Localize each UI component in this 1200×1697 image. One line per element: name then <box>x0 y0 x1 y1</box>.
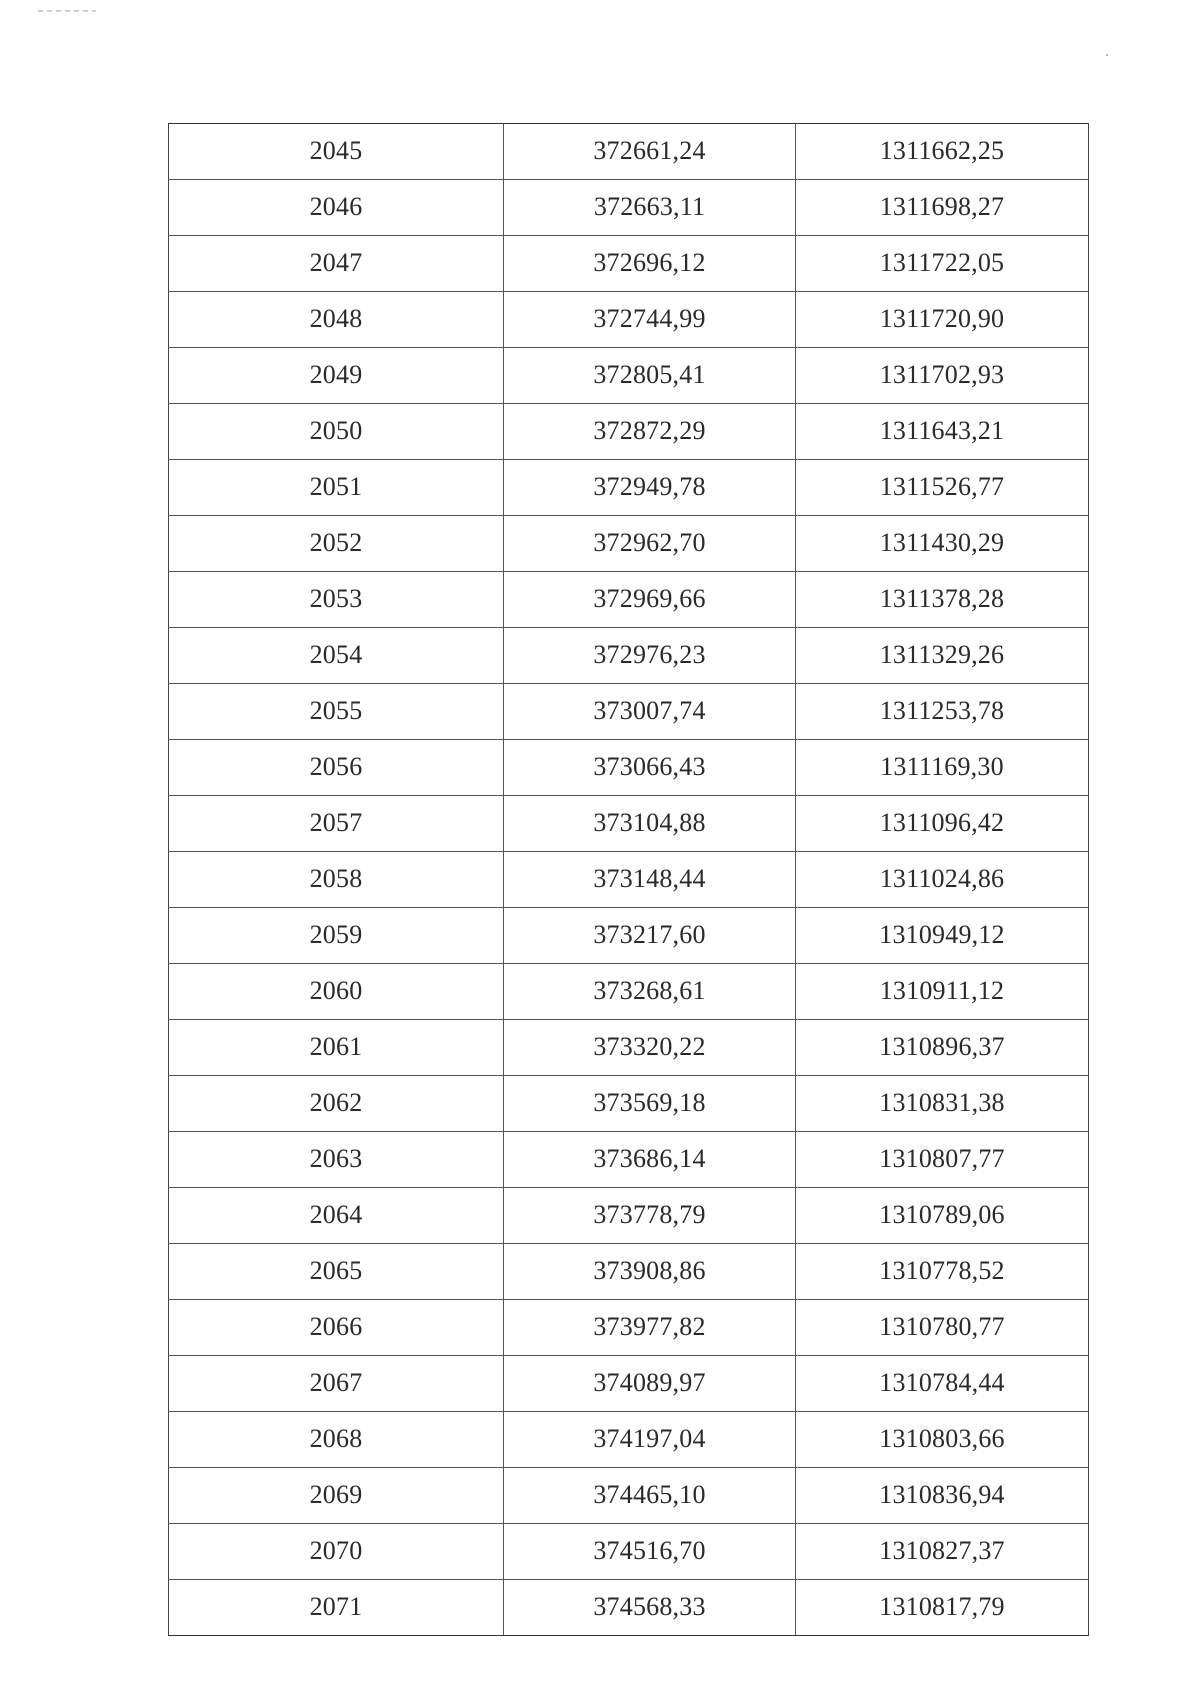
table-row <box>169 404 1089 460</box>
table-row <box>169 1132 1089 1188</box>
y-coordinate-cell: 1311253,78 <box>796 684 1089 740</box>
point-number-cell: 2062 <box>169 1076 504 1132</box>
point-number-cell: 2071 <box>169 1580 504 1636</box>
x-coordinate-cell: 373268,61 <box>504 964 796 1020</box>
x-coordinate-cell: 374465,10 <box>504 1468 796 1524</box>
point-number-cell: 2059 <box>169 908 504 964</box>
table-row <box>169 572 1089 628</box>
y-coordinate-cell: 1311329,26 <box>796 628 1089 684</box>
table-row <box>169 1356 1089 1412</box>
point-number-cell: 2049 <box>169 348 504 404</box>
table-row <box>169 1524 1089 1580</box>
table-row <box>169 908 1089 964</box>
y-coordinate-cell: 1310807,77 <box>796 1132 1089 1188</box>
y-coordinate-cell: 1311720,90 <box>796 292 1089 348</box>
x-coordinate-cell: 373104,88 <box>504 796 796 852</box>
table-row <box>169 1468 1089 1524</box>
y-coordinate-cell: 1311526,77 <box>796 460 1089 516</box>
x-coordinate-cell: 372872,29 <box>504 404 796 460</box>
y-coordinate-cell: 1311698,27 <box>796 180 1089 236</box>
x-coordinate-cell: 373778,79 <box>504 1188 796 1244</box>
y-coordinate-cell: 1310784,44 <box>796 1356 1089 1412</box>
table-row <box>169 684 1089 740</box>
x-coordinate-cell: 372949,78 <box>504 460 796 516</box>
y-coordinate-cell: 1311722,05 <box>796 236 1089 292</box>
table-row <box>169 1076 1089 1132</box>
table-row <box>169 124 1089 180</box>
y-coordinate-cell: 1311430,29 <box>796 516 1089 572</box>
y-coordinate-cell: 1310836,94 <box>796 1468 1089 1524</box>
x-coordinate-cell: 372661,24 <box>504 124 796 180</box>
x-coordinate-cell: 374089,97 <box>504 1356 796 1412</box>
table-row <box>169 1300 1089 1356</box>
x-coordinate-cell: 372962,70 <box>504 516 796 572</box>
point-number-cell: 2053 <box>169 572 504 628</box>
point-number-cell: 2046 <box>169 180 504 236</box>
y-coordinate-cell: 1310778,52 <box>796 1244 1089 1300</box>
table-row <box>169 1580 1089 1636</box>
point-number-cell: 2070 <box>169 1524 504 1580</box>
point-number-cell: 2060 <box>169 964 504 1020</box>
x-coordinate-cell: 372805,41 <box>504 348 796 404</box>
coordinates-table-body <box>169 124 1089 1636</box>
y-coordinate-cell: 1311169,30 <box>796 740 1089 796</box>
point-number-cell: 2047 <box>169 236 504 292</box>
point-number-cell: 2056 <box>169 740 504 796</box>
x-coordinate-cell: 372744,99 <box>504 292 796 348</box>
y-coordinate-cell: 1310949,12 <box>796 908 1089 964</box>
x-coordinate-cell: 373007,74 <box>504 684 796 740</box>
table-row <box>169 236 1089 292</box>
y-coordinate-cell: 1310789,06 <box>796 1188 1089 1244</box>
x-coordinate-cell: 373908,86 <box>504 1244 796 1300</box>
x-coordinate-cell: 373569,18 <box>504 1076 796 1132</box>
point-number-cell: 2066 <box>169 1300 504 1356</box>
coordinates-table <box>168 123 1089 1636</box>
x-coordinate-cell: 372976,23 <box>504 628 796 684</box>
x-coordinate-cell: 372969,66 <box>504 572 796 628</box>
y-coordinate-cell: 1311702,93 <box>796 348 1089 404</box>
point-number-cell: 2052 <box>169 516 504 572</box>
scan-speck <box>1106 54 1108 56</box>
x-coordinate-cell: 374516,70 <box>504 1524 796 1580</box>
point-number-cell: 2061 <box>169 1020 504 1076</box>
point-number-cell: 2055 <box>169 684 504 740</box>
x-coordinate-cell: 373686,14 <box>504 1132 796 1188</box>
y-coordinate-cell: 1310817,79 <box>796 1580 1089 1636</box>
table-row <box>169 180 1089 236</box>
point-number-cell: 2057 <box>169 796 504 852</box>
table-row <box>169 852 1089 908</box>
y-coordinate-cell: 1311378,28 <box>796 572 1089 628</box>
y-coordinate-cell: 1310780,77 <box>796 1300 1089 1356</box>
point-number-cell: 2051 <box>169 460 504 516</box>
table-row <box>169 292 1089 348</box>
table-row <box>169 740 1089 796</box>
table-row <box>169 1020 1089 1076</box>
table-row <box>169 348 1089 404</box>
x-coordinate-cell: 374197,04 <box>504 1412 796 1468</box>
y-coordinate-cell: 1310911,12 <box>796 964 1089 1020</box>
y-coordinate-cell: 1310827,37 <box>796 1524 1089 1580</box>
point-number-cell: 2069 <box>169 1468 504 1524</box>
x-coordinate-cell: 373217,60 <box>504 908 796 964</box>
x-coordinate-cell: 374568,33 <box>504 1580 796 1636</box>
table-row <box>169 628 1089 684</box>
y-coordinate-cell: 1311096,42 <box>796 796 1089 852</box>
scan-artifact <box>38 10 96 12</box>
x-coordinate-cell: 373066,43 <box>504 740 796 796</box>
table-row <box>169 796 1089 852</box>
point-number-cell: 2048 <box>169 292 504 348</box>
point-number-cell: 2050 <box>169 404 504 460</box>
point-number-cell: 2045 <box>169 124 504 180</box>
y-coordinate-cell: 1310831,38 <box>796 1076 1089 1132</box>
x-coordinate-cell: 373977,82 <box>504 1300 796 1356</box>
x-coordinate-cell: 373320,22 <box>504 1020 796 1076</box>
point-number-cell: 2063 <box>169 1132 504 1188</box>
point-number-cell: 2067 <box>169 1356 504 1412</box>
x-coordinate-cell: 373148,44 <box>504 852 796 908</box>
y-coordinate-cell: 1311643,21 <box>796 404 1089 460</box>
table-row <box>169 964 1089 1020</box>
point-number-cell: 2068 <box>169 1412 504 1468</box>
table-row <box>169 460 1089 516</box>
point-number-cell: 2054 <box>169 628 504 684</box>
table-row <box>169 1188 1089 1244</box>
table-row <box>169 1412 1089 1468</box>
x-coordinate-cell: 372696,12 <box>504 236 796 292</box>
y-coordinate-cell: 1310803,66 <box>796 1412 1089 1468</box>
y-coordinate-cell: 1311662,25 <box>796 124 1089 180</box>
y-coordinate-cell: 1310896,37 <box>796 1020 1089 1076</box>
y-coordinate-cell: 1311024,86 <box>796 852 1089 908</box>
x-coordinate-cell: 372663,11 <box>504 180 796 236</box>
point-number-cell: 2058 <box>169 852 504 908</box>
point-number-cell: 2065 <box>169 1244 504 1300</box>
table-row <box>169 1244 1089 1300</box>
table-row <box>169 516 1089 572</box>
point-number-cell: 2064 <box>169 1188 504 1244</box>
